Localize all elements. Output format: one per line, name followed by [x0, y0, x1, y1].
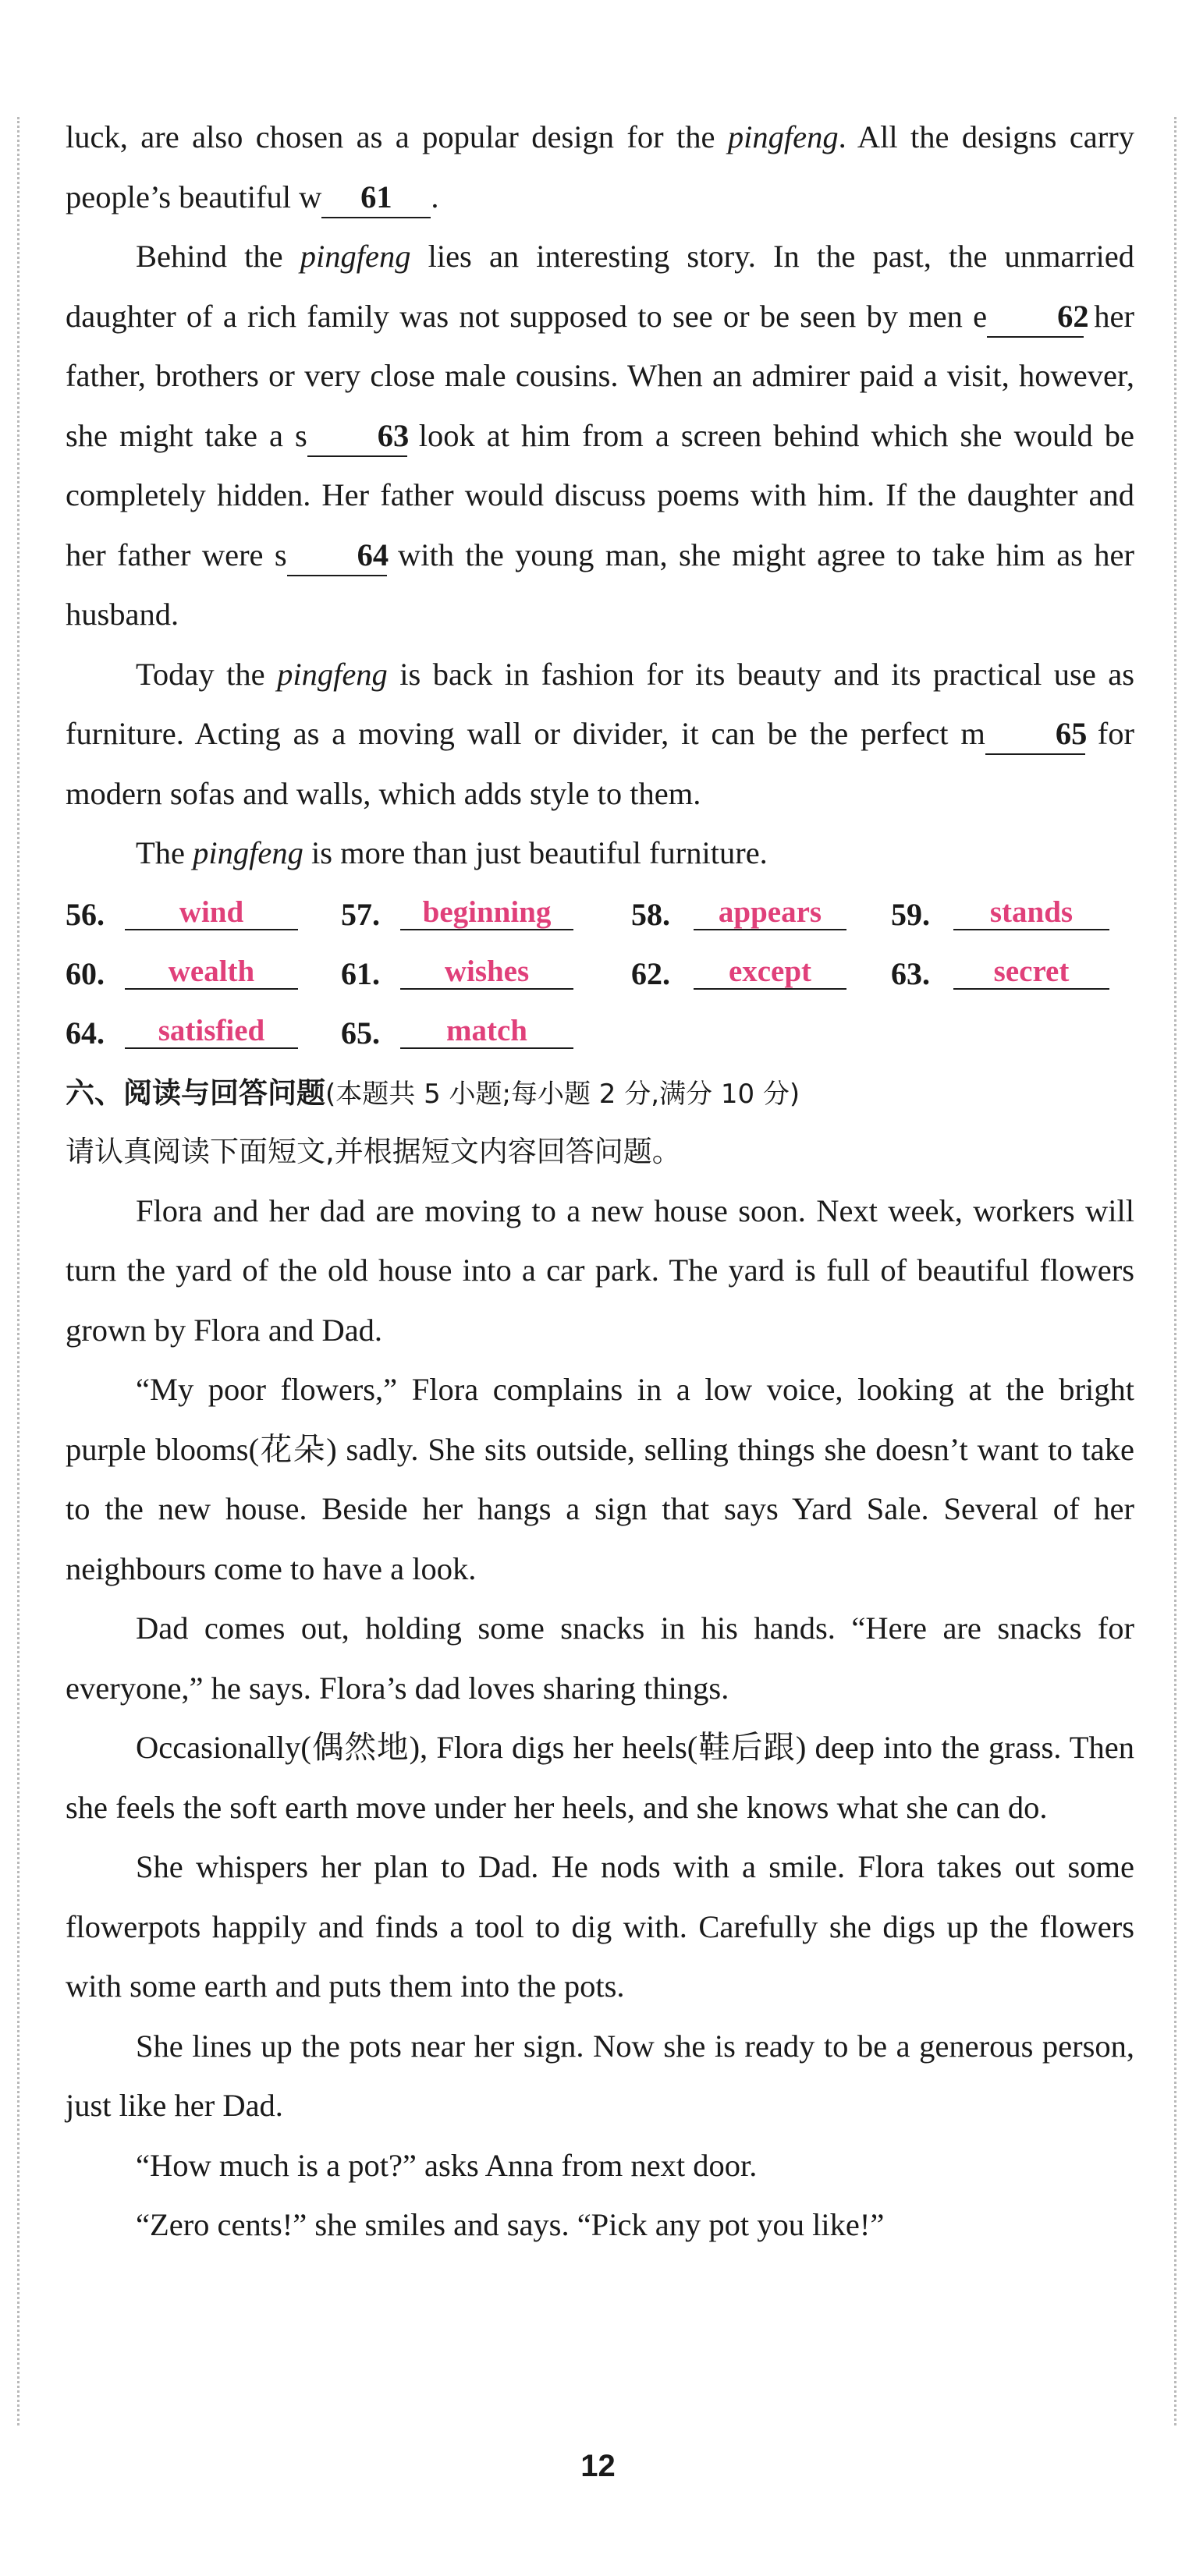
answer-text: stands — [953, 888, 1109, 930]
section-instruction: 请认真阅读下面短文,并根据短文内容回答问题。 — [66, 1134, 681, 1168]
answer-text: wealth — [125, 948, 298, 990]
binding-dots-right — [1174, 117, 1176, 2425]
term-pingfeng: pingfeng — [193, 835, 303, 870]
section-title: 六、阅读与回答问题 — [66, 1075, 325, 1110]
text-run: Behind the — [136, 239, 300, 274]
text-run: is more than just beautiful furniture. — [303, 835, 768, 870]
passage-paragraph-3 — [66, 645, 1134, 824]
answer-text: secret — [953, 948, 1109, 990]
text-run: lies an interesting story. In the past, the unmarried daughter of a rich family was not supposed to see or be seen by men e — [66, 239, 1134, 334]
question-number: 65. — [341, 1015, 380, 1051]
story-paragraph: “How much is a pot?” asks Anna from next door. — [136, 2147, 758, 2183]
question-number: 61. — [341, 955, 380, 991]
story-paragraph: She whispers her plan to Dad. He nods with a smile. Flora takes out some flowerpots happily and finds a tool to dig with. Carefully she digs up the flowers with some earth and puts them into the pots. — [66, 1849, 1134, 2004]
question-number: 57. — [341, 896, 380, 932]
text-run: luck, are also chosen as a popular design for the — [66, 119, 728, 154]
passage-paragraph-1 — [66, 108, 1134, 227]
question-number: 58. — [631, 896, 670, 932]
answer-text: satisfied — [125, 1007, 298, 1049]
answer-key — [66, 887, 1134, 1065]
term-pingfeng: pingfeng — [727, 119, 839, 154]
story-paragraph: Flora and her dad are moving to a new house soon. Next week, workers will turn the yard of the old house into a car park. The yard is full of beautiful flowers grown by Flora and Dad. — [66, 1192, 1134, 1348]
text-run: . All the designs carry people’s beautiful w — [66, 119, 1134, 214]
answer-text: wishes — [400, 948, 573, 990]
blank-64: 64 — [287, 536, 387, 576]
question-number: 59. — [891, 896, 930, 932]
passage-paragraph-2 — [66, 227, 1134, 645]
text-run: with the young man, she might agree to take him as her husband. — [66, 537, 1134, 632]
story-paragraph: Dad comes out, holding some snacks in his hands. “Here are snacks for everyone,” he says. Flora’s dad loves sharing things. — [66, 1610, 1134, 1706]
page-content — [66, 108, 1134, 2255]
story-paragraph: “My poor flowers,” Flora complains in a low voice, looking at the bright purple blooms(花朵) sadly. She sits outside, selling things she doesn’t want to take to the new house. Beside her hangs a sign that says Yard Sale. Several of her neighbours come to have a look. — [66, 1372, 1134, 1586]
blank-65: 65 — [985, 714, 1085, 755]
blank-62: 62 — [987, 297, 1084, 338]
answer-text: beginning — [400, 888, 573, 930]
story-paragraph: “Zero cents!” she smiles and says. “Pick any pot you like!” — [136, 2207, 885, 2242]
reading-passage — [66, 1182, 1134, 2255]
question-number: 56. — [66, 896, 105, 932]
section-heading — [66, 1065, 1134, 1122]
page-number: 12 — [580, 2449, 616, 2483]
term-pingfeng: pingfeng — [300, 239, 411, 274]
blank-61: 61 — [321, 178, 431, 218]
question-number: 64. — [66, 1015, 105, 1051]
text-run: for modern sofas and walls, which adds style to them. — [66, 716, 1134, 811]
answer-text: match — [400, 1007, 573, 1049]
answer-row — [66, 946, 1134, 1005]
answer-row — [66, 887, 1134, 946]
text-run: . — [431, 179, 439, 214]
answer-text: appears — [694, 888, 846, 930]
question-number: 62. — [631, 955, 670, 991]
text-run: Today the — [136, 656, 278, 692]
text-run: look at him from a screen behind which she would be completely hidden. Her father would discuss poems with him. If the daughter and her father were s — [66, 417, 1134, 572]
story-paragraph: She lines up the pots near her sign. Now she is ready to be a generous person, just like her Dad. — [66, 2028, 1134, 2123]
answer-text: except — [694, 948, 846, 990]
question-number: 63. — [891, 955, 930, 991]
binding-dots-left — [17, 117, 20, 2425]
story-paragraph: Occasionally(偶然地), Flora digs her heels(鞋后跟) deep into the grass. Then she feels the soft earth move under her heels, and she knows what she can do. — [66, 1730, 1134, 1825]
section-scoring-note: (本题共 5 小题;每小题 2 分,满分 10 分) — [325, 1078, 800, 1110]
term-pingfeng: pingfeng — [277, 656, 388, 692]
question-number: 60. — [66, 955, 105, 991]
text-run: The — [136, 835, 193, 870]
text-run: is back in fashion for its beauty and its practical use as furniture. Acting as a moving wall or divider, it can be the perfect m — [66, 656, 1135, 751]
passage-paragraph-4 — [66, 824, 1134, 884]
answer-text: wind — [125, 888, 298, 930]
answer-row — [66, 1005, 1134, 1065]
blank-63: 63 — [307, 416, 407, 457]
text-run: her father, brothers or very close male cousins. When an admirer paid a visit, however, she might take a s — [66, 298, 1135, 453]
